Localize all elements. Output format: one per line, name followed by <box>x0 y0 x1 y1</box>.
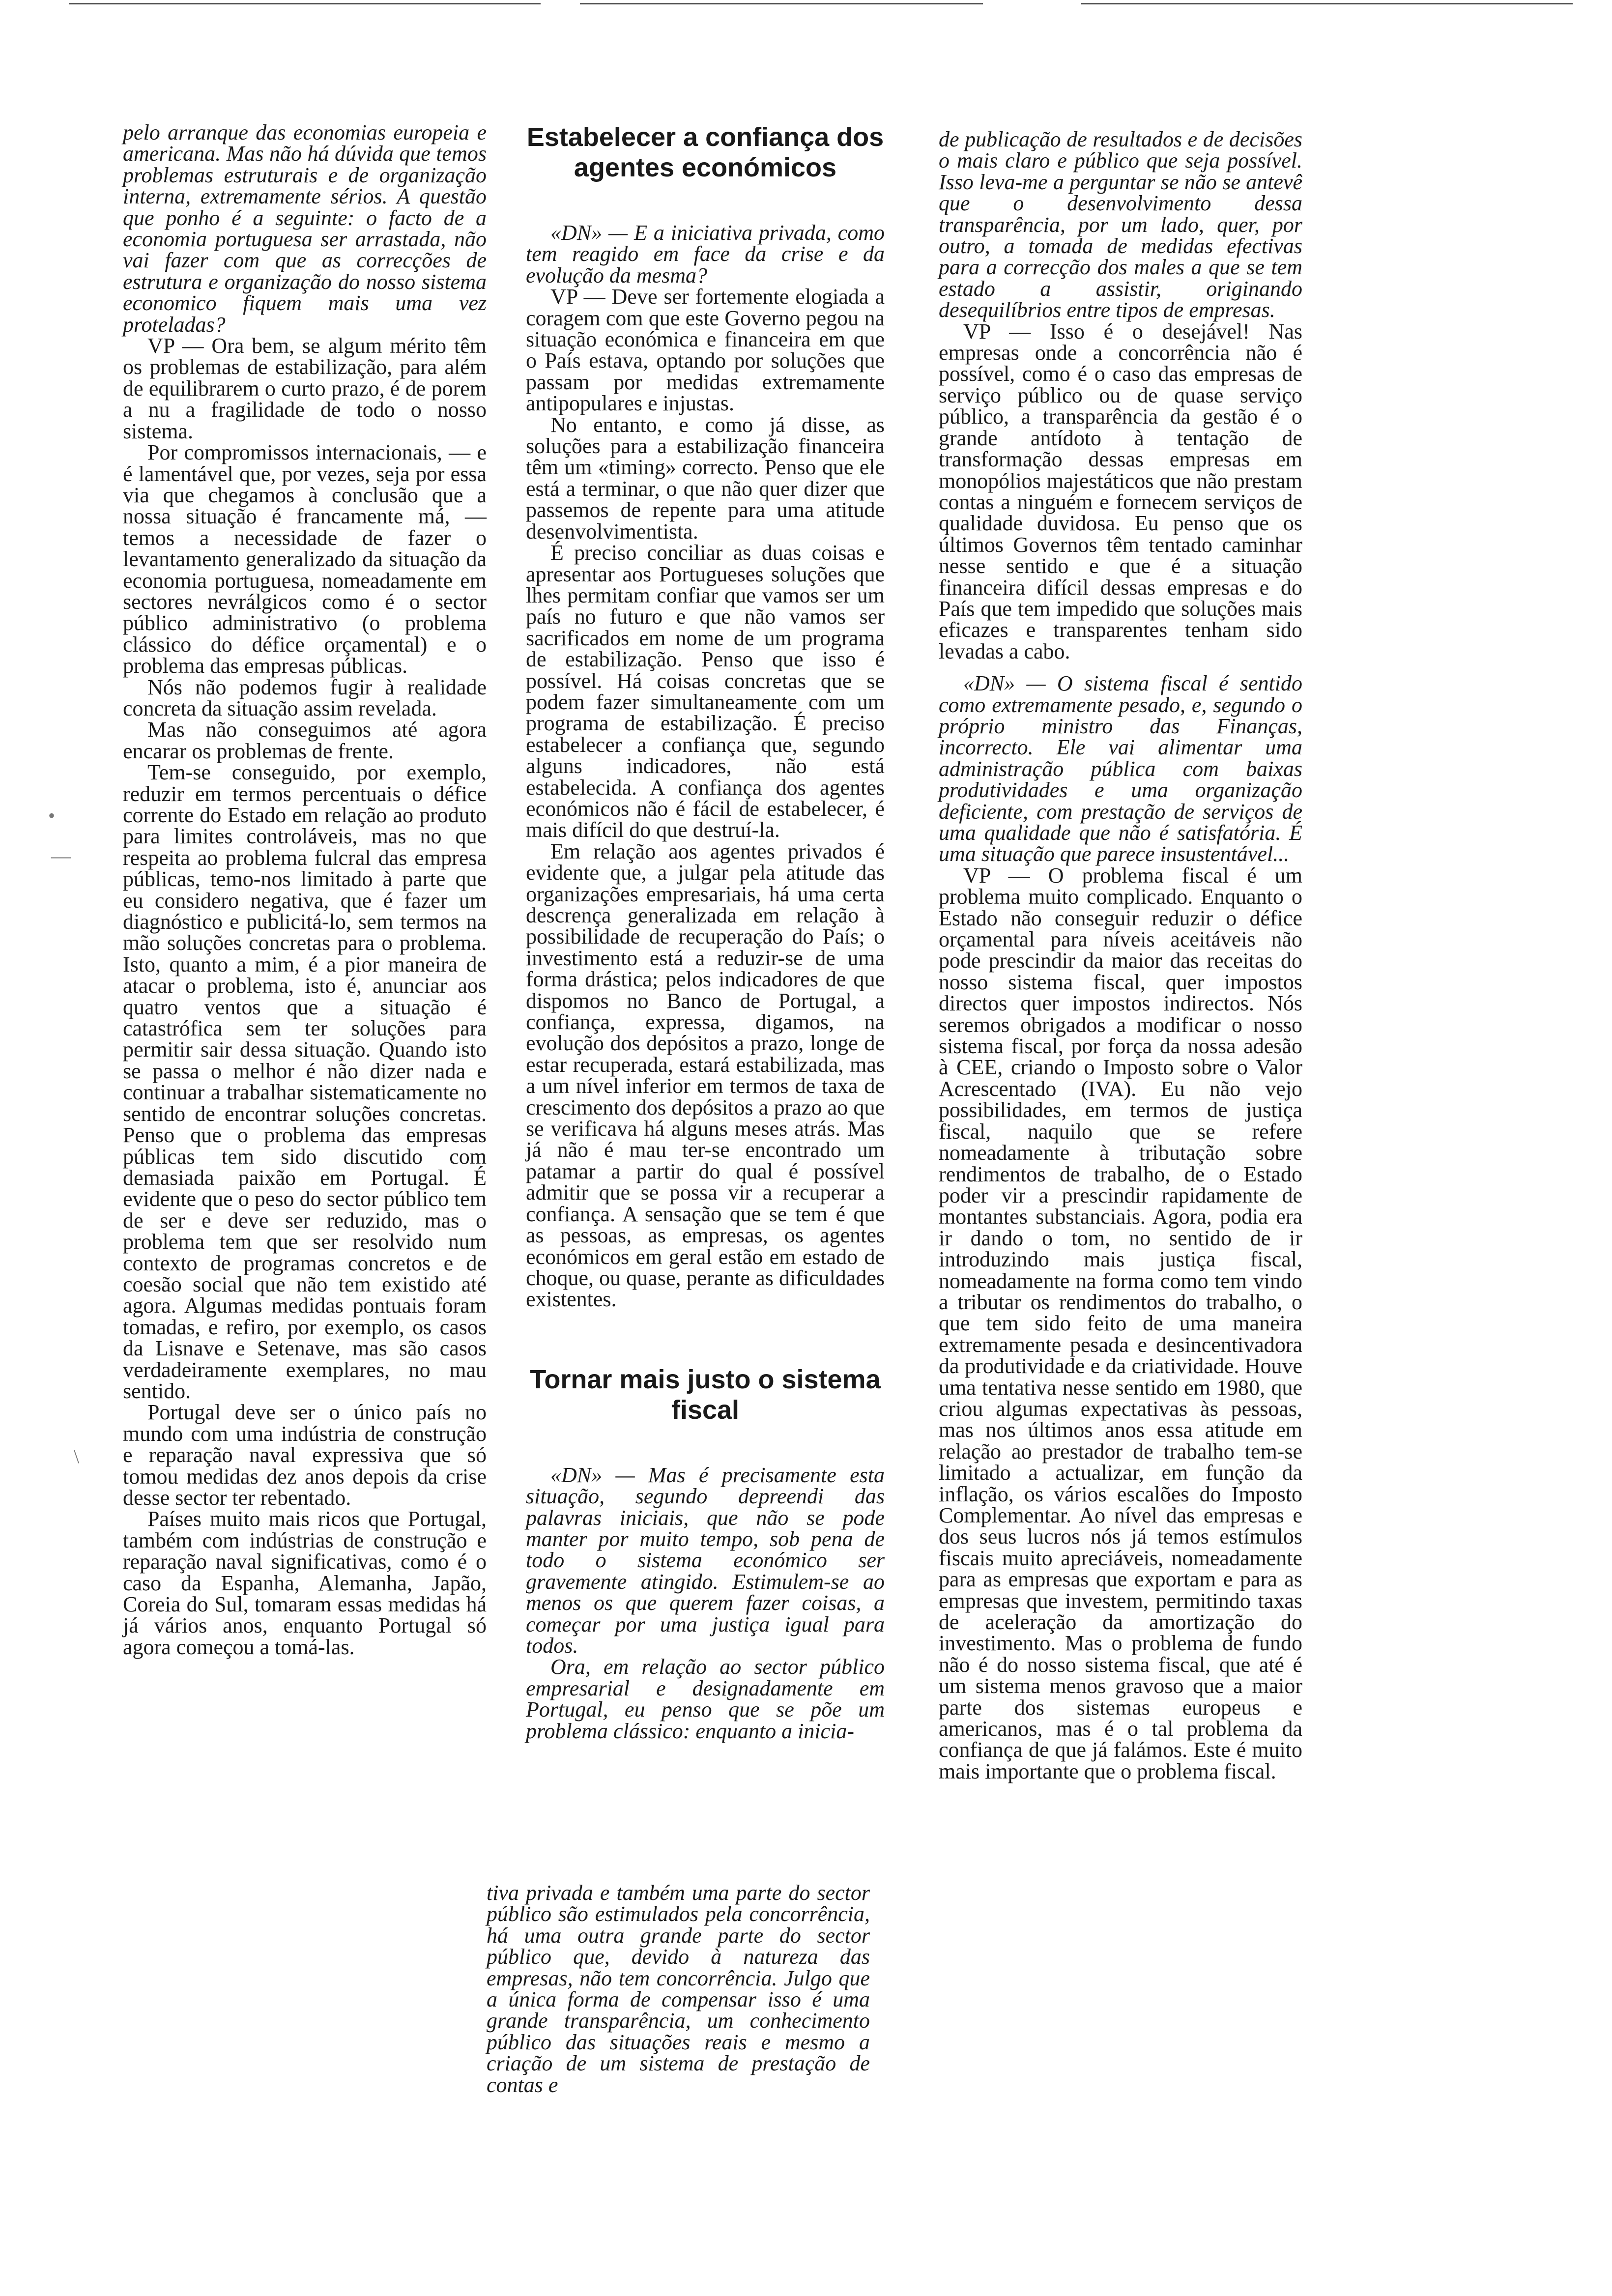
paragraph: Países muito mais ricos que Portugal, também com indústrias de construção e reparação naval significativas, como é o caso da Espanha, Alemanha, Japão, Coreia do Sul, tomaram essas medidas há já vários anos, enquanto Portugal só agora começou a tomá-las. <box>123 1507 487 1659</box>
article-column-left <box>123 122 487 1658</box>
paragraph: No entanto, e como já disse, as soluções para a estabilização financeira têm um «timing» correcto. Penso que ele está a terminar, o que não quer dizer que passemos de repente para uma atitude desenvolvimentista. <box>526 412 885 544</box>
top-scan-rule-left <box>69 3 541 4</box>
article-column-right <box>939 129 1302 1782</box>
paragraph: «DN» — O sistema fiscal é sentido como extremamente pesado, e, segundo o próprio ministro das Finanças, incorrecto. Ele vai alimentar uma administração pública com baixas produtividades e uma organização deficiente, com prestação de serviços de uma qualidade que não é satisfatória. É uma situação que parece insustentável... <box>939 671 1302 866</box>
article-column-middle <box>526 122 885 1742</box>
paragraph: «DN» — E a iniciativa privada, como tem reagido em face da crise e da evolução da mesma? <box>526 221 885 287</box>
paragraph: Mas não conseguimos até agora encarar os problemas de frente. <box>123 718 487 763</box>
paragraph: É preciso conciliar as duas coisas e apresentar aos Portugueses soluções que lhes permitam confiar que vamos ser um país no futuro e que não vamos ser sacrificados em nome de um programa de estabilização. Penso que isso é possível. Há coisas concretas que se podem fazer simultaneamente com um programa de estabilização. É preciso estabelecer a confiança que, segundo alguns indicadores, não está estabelecida. A confiança dos agentes económicos não é fácil de estabelecer, é mais difícil do que destruí-la. <box>526 541 885 842</box>
paragraph: Nós não podemos fugir à realidade concreta da situação assim revelada. <box>123 675 487 720</box>
paragraph: Tem-se conseguido, por exemplo, reduzir em termos percentuais o défice corrente do Estado em relação ao produto para limites controláveis, mas no que respeita ao problema fulcral das empresa públicas, temo-nos limitado à parte que eu considero negativa, que é fazer um diagnóstico e publicitá-lo, sem termos na mão soluções concretas para o problema. Isto, quanto a mim, é a pior maneira de atacar o problema, isto é, anunciar aos quatro ventos que a situação é catastrófica sem ter soluções para permitir sair dessa situação. Quando isto se passa o melhor é não dizer nada e continuar a trabalhar sistematicamente no sentido de encontrar soluções concretas. Penso que o problema das empresas públicas tem sido discutido com demasiada paixão em Portugal. É evidente que o peso do sector público tem de ser e deve ser reduzido, mas o problema tem que ser resolvido num contexto de programas concretos e de coesão social que não tem existido até agora. Algumas medidas pontuais foram tomadas, e refiro, por exemplo, os casos da Lisnave e Setenave, mas são casos verdadeiramente exemplares, no mau sentido. <box>123 760 487 1403</box>
paragraph: Portugal deve ser o único país no mundo com uma indústria de construção e reparação naval expressiva que só tomou medidas dez anos depois da crise desse sector ter rebentado. <box>123 1400 487 1510</box>
paragraph: Em relação aos agentes privados é evidente que, a julgar pela atitude das organizações empresariais, há uma certa descrença generalizada em relação à possibilidade de recuperação do País; o investimento está a reduzir-se de uma forma drástica; pelos indicadores de que dispomos no Banco de Portugal, a confiança, expressa, digamos, na evolução dos depósitos a prazo, longe de estar recuperada, estará estabilizada, mas a um nível inferior em termos de taxa de crescimento dos depósitos a prazo ao que se verificava há alguns meses atrás. Mas já não é mau ter-se encontrado um patamar a partir do qual é possível admitir que se possa vir a recuperar a confiança. A sensação que se tem é que as pessoas, as empresas, os agentes económicos em geral estão em estado de choque, ou quase, perante as dificuldades existentes. <box>526 839 885 1312</box>
section-heading-sistema-fiscal: Tornar mais justo o sistema fiscal <box>530 1364 881 1425</box>
paragraph: VP — Isso é o desejável! Nas empresas onde a concorrência não é possível, como é o caso das empresas de serviço público ou de quase serviço público, a transparência da gestão é o grande antídoto à tentação de transformação dessas empresas em monopólios majestáticos que não prestam contas a ninguém e fornecem serviços de qualidade duvidosa. Eu penso que os últimos Governos têm tentado caminhar nesse sentido e que é a situação financeira difícil dessas empresas e do País que tem impedido que soluções mais eficazes e transparentes tenham sido levadas a cabo. <box>939 319 1302 663</box>
paragraph: VP — Deve ser fortemente elogiada a coragem com que este Governo pegou na situação económica e financeira em que o País estava, optando por soluções que passam por medidas extremamente antipopulares e injustas. <box>526 285 885 416</box>
margin-mark: — <box>51 845 71 867</box>
paragraph: VP — O problema fiscal é um problema muito complicado. Enquanto o Estado não conseguir reduzir o défice orçamental para níveis aceitáveis não pode prescindir da maior das receitas do nosso sistema fiscal, quer impostos directos quer impostos indirectos. Nós seremos obrigados a modificar o nosso sistema fiscal, por força da nossa adesão à CEE, criando o Imposto sobre o Valor Acrescentado (IVA). Eu não vejo possibilidades, em termos de justiça fiscal, naquilo que se refere nomeadamente à tributação sobre rendimentos de trabalho, de o Estado poder vir a prescindir rapidamente de montantes substanciais. Agora, podia era ir dando o tom, no sentido de ir introduzindo mais justiça fiscal, nomeadamente na forma como tem vindo a tributar os rendimentos do trabalho, o que tem sido feito de uma maneira extremamente pesada e desincentivadora da produtividade e da criatividade. Houve uma tentativa nesse sentido em 1980, que criou algumas expectativas às pessoas, mas nos últimos anos essa atitude em relação ao prestador de trabalho tem-se limitado a actualizar, em função da inflação, os vários escalões do Imposto Complementar. Ao nível das empresas e dos seus lucros nós já temos estímulos fiscais muito apreciáveis, nomeadamente para as empresas que exportam e para as empresas que investem, permitindo taxas de aceleração da amortização do investimento. Mas o problema de fundo não é do nosso sistema fiscal, que até é um sistema menos gravoso que a maior parte dos sistemas europeus e americanos, mas é o tal problema da confiança de que já falámos. Este é muito mais importante que o problema fiscal. <box>939 863 1302 1783</box>
paragraph: pelo arranque das economias europeia e americana. Mas não há dúvida que temos problemas estruturais e de organização interna, extremamente sérios. A questão que ponho é a seguinte: o facto de a economia portuguesa ser arrastada, não vai fazer com que as correcções de estrutura e organização do nosso sistema economico fiquem mais uma vez proteladas? <box>123 120 487 337</box>
section-heading-confianca: Estabelecer a confiança dos agentes económicos <box>526 122 884 182</box>
top-scan-rule-middle <box>580 3 983 4</box>
paragraph: Por compromissos internacionais, — e é lamentável que, por vezes, seja por essa via que chegamos à conclusão que a nossa situação é francamente má, — temos a necessidade de fazer o levantamento generalizado da situação da economia portuguesa, nomeadamente em sectores nevrálgicos como é o sector público administrativo (o problema clássico do défice orçamental) e o problema das empresas públicas. <box>123 440 487 678</box>
margin-mark: • <box>48 804 56 827</box>
paragraph: tiva privada e também uma parte do sector público são estimulados pela concorrência, há uma outra grande parte do sector público que, devido à natureza das empresas, não tem concorrência. Julgo que a única forma de compensar isso é uma grande transparência, um conhecimento público das situações reais e mesmo a criação de um sistema de prestação de contas e <box>487 1881 870 2097</box>
paragraph: Ora, em relação ao sector público empresarial e designadamente em Portugal, eu penso que se põe um problema clássico: enquanto a inicia- <box>526 1655 885 1743</box>
article-column-middle-continuation <box>487 1882 870 2095</box>
paragraph: VP — Ora bem, se algum mérito têm os problemas de estabilização, para além de equilibrarem o curto prazo, é de porem a nu a fragilidade de todo o nosso sistema. <box>123 334 487 443</box>
top-scan-rule-right <box>1081 3 1573 4</box>
paragraph: «DN» — Mas é precisamente esta situação, segundo depreendi das palavras iniciais, que não se pode manter por muito tempo, sob pena de todo o sistema económico ser gravemente atingido. Estimulem-se ao menos os que querem fazer coisas, a começar por uma justiça igual para todos. <box>526 1463 885 1658</box>
paragraph: de publicação de resultados e de decisões o mais claro e público que seja possível. Isso leva-me a perguntar se não se antevê que o desenvolvimento dessa transparência, por um lado, quer, por outro, a tomada de medidas efectivas para a correcção dos males a que se tem estado a assistir, originando desequilíbrios entre tipos de empresas. <box>939 127 1302 322</box>
margin-mark: \ <box>74 1445 80 1467</box>
